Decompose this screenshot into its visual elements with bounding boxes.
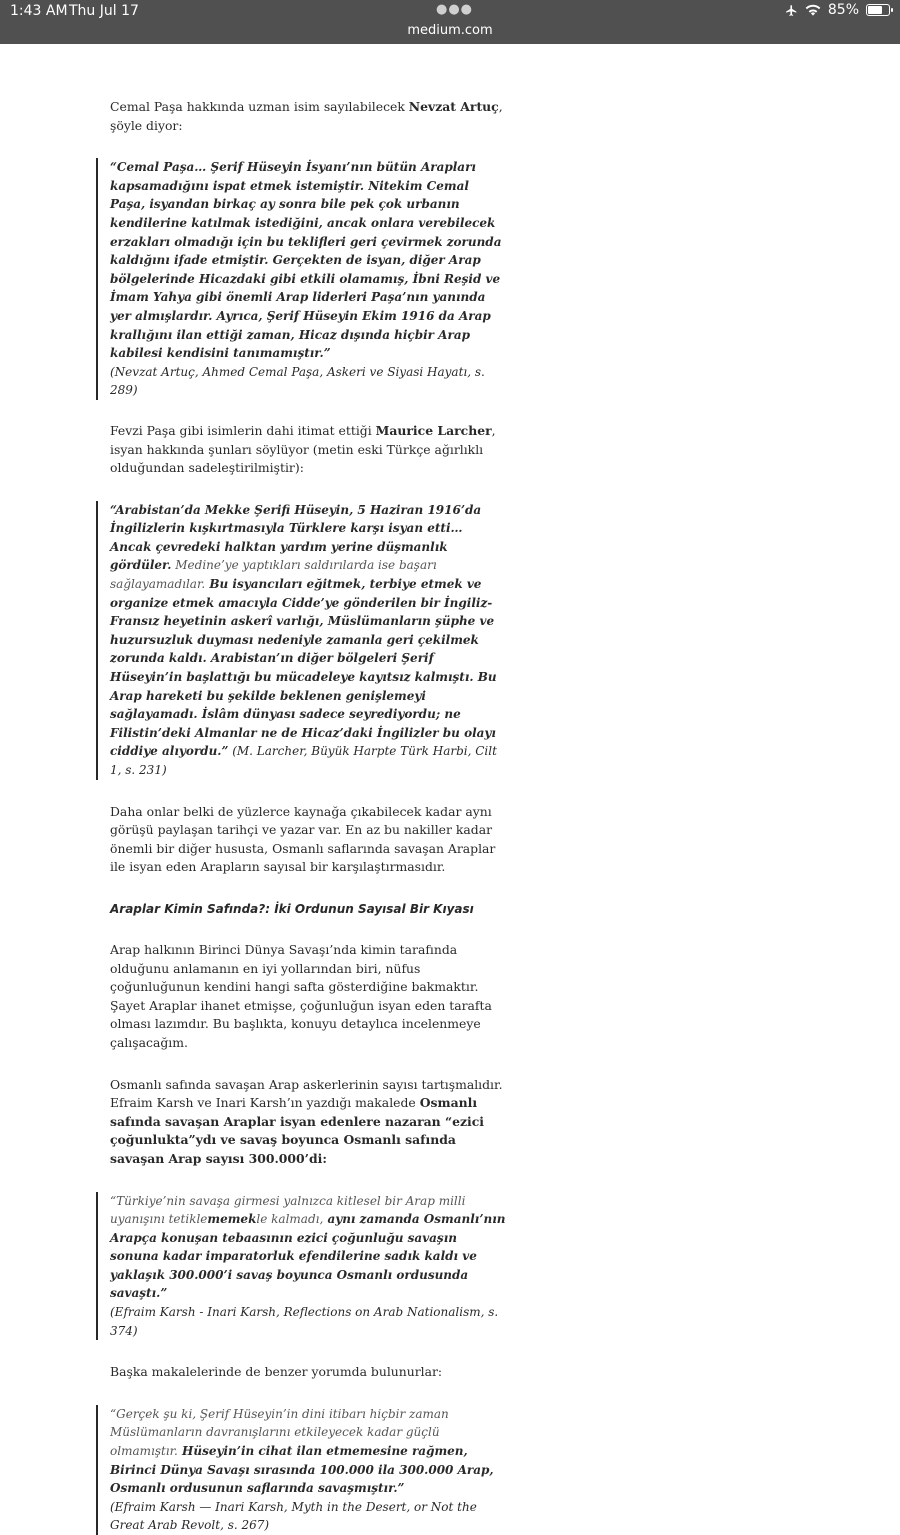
status-time: 1:43 AM [10,3,68,19]
status-date: Thu Jul 17 [69,3,139,19]
blockquote-larcher: “Arabistan’da Mekke Şerifi Hüseyin, 5 Haziran 1916’da İngilizlerin kışkırtmasıyla Türklere karşı isyan etti… Ancak çevredeki halktan yardım yerine düşmanlık gördüler. Medine’ye yaptıkları saldırılarda ise başarı sağlayamadılar. Bu isyancıları eğitmek, terbiye etmek ve organize etmek amacıyla Cidde’ye gönderilen bir İngiliz-Fransız heyetinin askerî varlığı, Müslümanların şüphe ve huzursuzluk duyması nedeniyle zamanla geri çekilmek zorunda kaldı. Arabistan’ın diğer bölgeleri Şerif Hüseyin’in başlattığı bu mücadeleye kayıtsız kalmıştı. Bu Arap hareketi bu şekilde beklenen genişlemeyi sağlayamadı. İslâm dünyası sadece seyrediyordu; ne Filistin’deki Almanlar ne de Hicaz’daki İngilizler bu olayı ciddiye alıyordu.” (M. Larcher, Büyük Harpte Türk Harbi, Cilt 1, s. 231) [96,501,506,780]
paragraph-larcher-intro: Fevzi Paşa gibi isimlerin dahi itimat ettiği Maurice Larcher, isyan hakkında şunları söylüyor (metin eski Türkçe ağırlıklı olduğundan sadeleştirilmiştir): [110,422,496,476]
paragraph-karsh: Osmanlı safında savaşan Arap askerlerinin sayısı tartışmalıdır. Efraim Karsh ve Inari Karsh’ın yazdığı makalede Osmanlı safında savaşan Araplar isyan edenlere nazaran “ezici çoğunlukta”ydı ve savaş boyunca Osmanlı safında savaşan Arap sayısı 300.000’di: [110,1076,503,1166]
paragraph-arab-side: Arap halkının Birinci Dünya Savaşı’nda kimin tarafında olduğunu anlamanın en iyi yollarından biri, nüfus çoğunluğunun kendini hangi safta gösterdiğine bakmaktır. Şayet Araplar ihanet etmişse, çoğunluğun isyan eden tarafta olması lazımdır. Bu başlıkta, konuyu detaylıca incelenmeye çalışacağım. [110,941,492,1050]
more-dots-icon[interactable]: ●●● [436,2,474,17]
blockquote-artuc: “Cemal Paşa… Şerif Hüseyin İsyanı’nın bütün Arapları kapsamadığını ispat etmek istemiştir. Nitekim Cemal Paşa, isyandan birkaç ay sonra bile pek çok urbanın kendilerine katılmak istediğini, ancak onlara verebilecek erzakları olmadığı için bu teklifleri geri çevirmek zorunda kaldığını ifade etmiştir. Gerçekten de isyan, diğer Arap bölgelerinde Hicazdaki gibi etkili olamamış, İbni Reşid ve İmam Yahya gibi önemli Arap liderleri Paşa’nın yanında yer almışlardır. Ayrıca, Şerif Hüseyin Ekim 1916 da Arap krallığını ilan ettiği zaman, Hicaz dışında hiçbir Arap kabilesi kendisini tanımamıştır.” (Nevzat Artuç, Ahmed Cemal Paşa, Askeri ve Siyasi Hayatı, s. 289) [96,158,506,400]
battery-icon [866,4,890,16]
url-bar[interactable]: medium.com [407,23,493,38]
status-bar [0,0,900,44]
paragraph-other-articles: Başka makalelerinde de benzer yorumda bulunurlar: [110,1364,443,1380]
blockquote-karsh-2: “Gerçek şu ki, Şerif Hüseyin’in dini itibarı hiçbir zaman Müslümanların davranışlarını etkileyecek kadar güçlü olmamıştır. Hüseyin’in cihat ilan etmemesine rağmen, Birinci Dünya Savaşı sırasında 100.000 ila 300.000 Arap, Osmanlı ordusunun saflarında savaşmıştır.” (Efraim Karsh — Inari Karsh, Myth in the Desert, or Not the Great Arab Revolt, s. 267) [96,1405,506,1535]
article-body [110,98,506,1535]
status-indicators [785,2,890,18]
battery-percent: 85% [827,2,859,18]
paragraph-historians: Daha onlar belki de yüzlerce kaynağa çıkabilecek kadar aynı görüşü paylaşan tarihçi ve yazar var. En az bu nakiller kadar önemli bir diğer hususta, Osmanlı saflarında savaşan Araplar ile isyan eden Arapların sayısal bir karşılaştırmasıdır. [110,803,496,875]
section-heading: Araplar Kimin Safında?: İki Ordunun Sayısal Bir Kıyası [110,901,474,916]
paragraph-intro: Cemal Paşa hakkında uzman isim sayılabilecek Nevzat Artuç, şöyle diyor: [110,99,503,133]
blockquote-karsh-1: “Türkiye’nin savaşa girmesi yalnızca kitlesel bir Arap milli uyanışını tetiklememekle kalmadı, aynı zamanda Osmanlı’nın Arapça konuşan tebaasının ezici çoğunluğu savaşın sonuna kadar imparatorluk efendilerine sadık kaldı ve yaklaşık 300.000’i savaş boyunca Osmanlı ordusunda savaştı.” (Efraim Karsh - Inari Karsh, Reflections on Arab Nationalism, s. 374) [96,1192,506,1341]
wifi-icon [805,4,821,16]
airplane-icon [785,4,798,17]
